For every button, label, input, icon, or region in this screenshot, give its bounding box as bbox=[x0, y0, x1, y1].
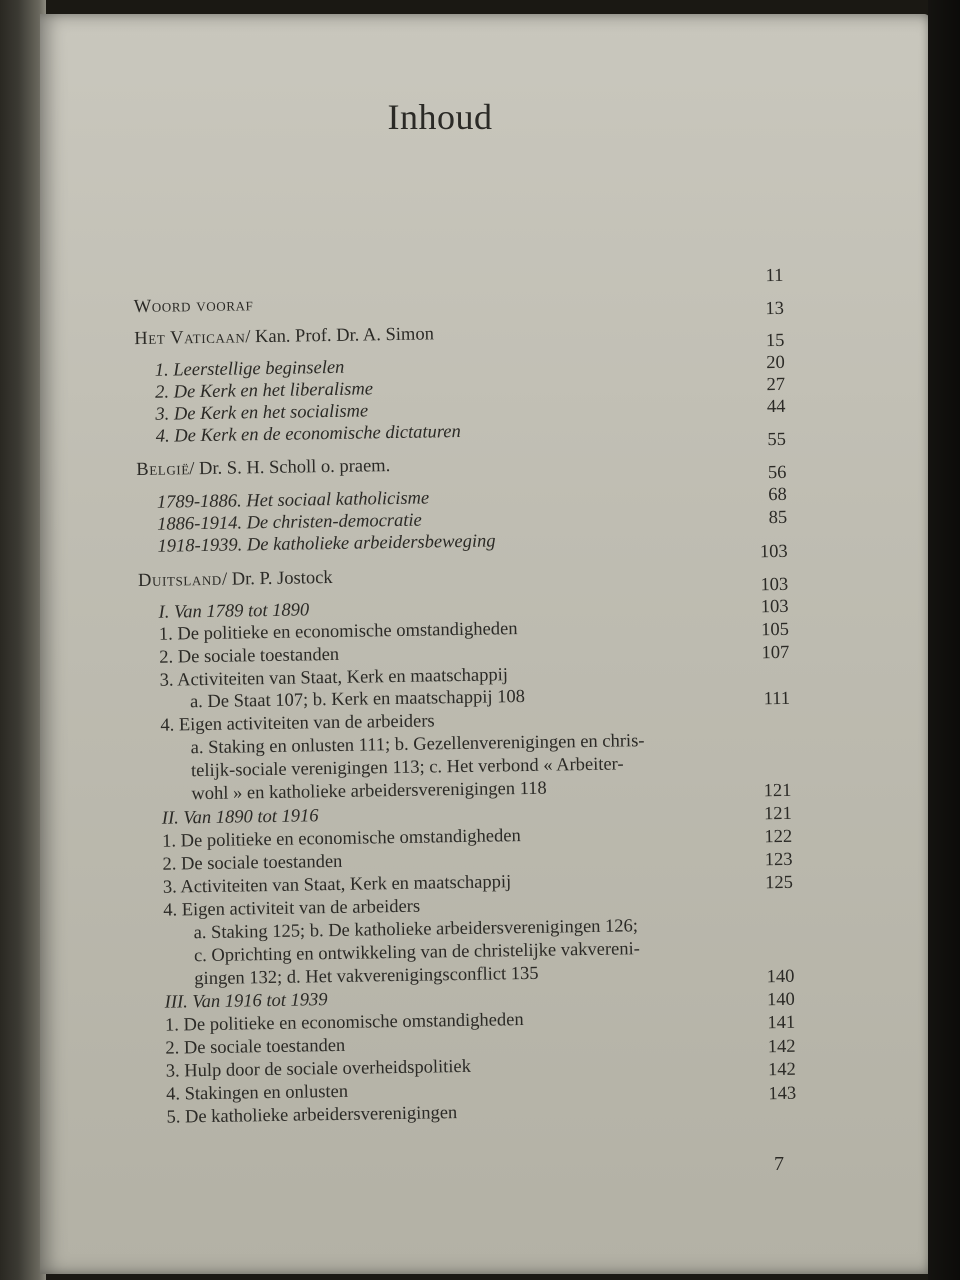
toc-entry bbox=[3, 911, 960, 944]
toc-entry-page: 103 bbox=[759, 541, 788, 563]
toc-entry-author: / Dr. P. Jostock bbox=[221, 567, 333, 590]
toc-entry-page: 141 bbox=[767, 1012, 796, 1034]
page-number: 7 bbox=[774, 1153, 784, 1175]
toc-entry-label: 2. De Kerk en het liberalisme bbox=[154, 379, 374, 403]
toc-entry-label: 2. De sociale toestanden bbox=[162, 851, 343, 875]
toc-entry-label: 1789-1886. Het sociaal katholicisme bbox=[156, 488, 430, 513]
toc-entry-page: 143 bbox=[768, 1083, 797, 1105]
toc-entry-label: c. Oprichting en ontwikkeling van de christelijke vakvereni- bbox=[193, 939, 641, 967]
toc-entry-author: / Kan. Prof. Dr. A. Simon bbox=[245, 324, 435, 348]
toc-entry-label: 1886-1914. De christen-democratie bbox=[157, 510, 422, 535]
toc-entry-label: België bbox=[136, 459, 190, 481]
toc-entry-label: a. Staking 125; b. De katholieke arbeidersverenigingen 126; bbox=[193, 916, 639, 944]
toc-entry-page: 85 bbox=[768, 507, 788, 529]
toc-entry-page: 55 bbox=[767, 429, 787, 451]
toc-entry-label: 1. De politieke en economische omstandigheden bbox=[158, 619, 518, 645]
toc-entry-page: 20 bbox=[766, 352, 785, 374]
toc-entry-page: 122 bbox=[764, 826, 793, 848]
toc-entry-label: I. Van 1789 tot 1890 bbox=[158, 600, 310, 623]
toc-entry-page: 105 bbox=[761, 619, 790, 641]
toc-entry-label: 3. Hulp door de sociale overheidspolitiek bbox=[165, 1056, 472, 1082]
toc-entry-label: 3. De Kerk en het socialisme bbox=[155, 401, 369, 425]
toc-entry-page: 123 bbox=[764, 849, 793, 871]
toc-entry-label: 5. De katholieke arbeidersverenigingen bbox=[166, 1103, 458, 1128]
toc-entry-page-row bbox=[0, 263, 954, 302]
toc-entry-page: 142 bbox=[767, 1059, 797, 1081]
toc-entry-label: 3. Activiteiten van Staat, Kerk en maatschappij bbox=[162, 872, 512, 898]
toc-entry-page: 15 bbox=[765, 330, 785, 352]
toc-entry-page: 68 bbox=[768, 484, 787, 506]
toc-entry bbox=[1, 726, 960, 759]
toc-entry-label: 4. Eigen activiteiten van de arbeiders bbox=[160, 711, 435, 736]
toc-entry-label: III. Van 1916 tot 1939 bbox=[164, 990, 328, 1013]
toc-entry-page-row bbox=[0, 427, 956, 466]
toc-entry-page: 27 bbox=[766, 374, 786, 396]
toc-entry-page: 121 bbox=[763, 780, 792, 802]
toc-entry-label: Duitsland bbox=[137, 569, 223, 592]
toc-entry-page: 121 bbox=[763, 803, 792, 825]
toc-entry-page: 125 bbox=[765, 872, 794, 894]
toc-entry-label: 1. De politieke en economische omstandigheden bbox=[164, 1010, 524, 1036]
toc-entry-page: 13 bbox=[765, 298, 785, 320]
toc-entry-label: Het Vaticaan bbox=[134, 327, 246, 350]
toc-entry-page: 44 bbox=[766, 396, 786, 418]
toc-entry-label: 1918-1939. De katholieke arbeidersbeweging bbox=[157, 531, 496, 557]
toc-entry-label: 1. De politieke en economische omstandigheden bbox=[162, 826, 521, 852]
toc-entry-label: 3. Activiteiten van Staat, Kerk en maatschappij bbox=[159, 665, 509, 691]
toc-entry-author: / Dr. S. H. Scholl o. praem. bbox=[189, 456, 391, 480]
toc-entry-page: 111 bbox=[763, 688, 791, 710]
toc-entry-label: 4. Eigen activiteit van de arbeiders bbox=[163, 896, 421, 921]
toc-entry-label: a. De Staat 107; b. Kerk en maatschappij 108 bbox=[189, 686, 526, 713]
toc-entry-page: 142 bbox=[767, 1036, 796, 1058]
toc-entry-page: 103 bbox=[760, 574, 789, 596]
toc-entry-label: gingen 132; d. Het vakverenigingsconflict 135 bbox=[194, 963, 539, 990]
toc-entry-page: 140 bbox=[766, 989, 795, 1011]
toc-entry-page: 140 bbox=[766, 966, 795, 988]
toc-entry-label: 2. De sociale toestanden bbox=[159, 644, 340, 668]
toc-entry-label: 4. De Kerk en de economische dictaturen bbox=[155, 421, 461, 447]
toc-entry-label: 4. Stakingen en onlusten bbox=[166, 1081, 349, 1105]
toc-entry-label: wohl » en katholieke arbeidersverenigingen 118 bbox=[191, 778, 547, 805]
toc-entry-label: 1. Leerstellige beginselen bbox=[154, 357, 345, 381]
toc-entry-page: 56 bbox=[767, 462, 787, 484]
toc-entry-label: telijk-sociale verenigingen 113; c. Het verbond « Arbeiter- bbox=[190, 754, 624, 782]
toc-entry-page: 107 bbox=[761, 642, 790, 664]
toc-entry-label: II. Van 1890 tot 1916 bbox=[161, 806, 319, 829]
toc-entry-label: a. Staking en onlusten 111; b. Gezellenverenigingen en chris- bbox=[190, 731, 645, 759]
toc-entry-page: 11 bbox=[765, 265, 784, 287]
toc-entry-page: 103 bbox=[760, 596, 789, 618]
toc-entry-label: 2. De sociale toestanden bbox=[165, 1035, 346, 1059]
page-title: Inhoud bbox=[387, 97, 493, 137]
toc-entry-label: Woord vooraf bbox=[133, 295, 254, 318]
